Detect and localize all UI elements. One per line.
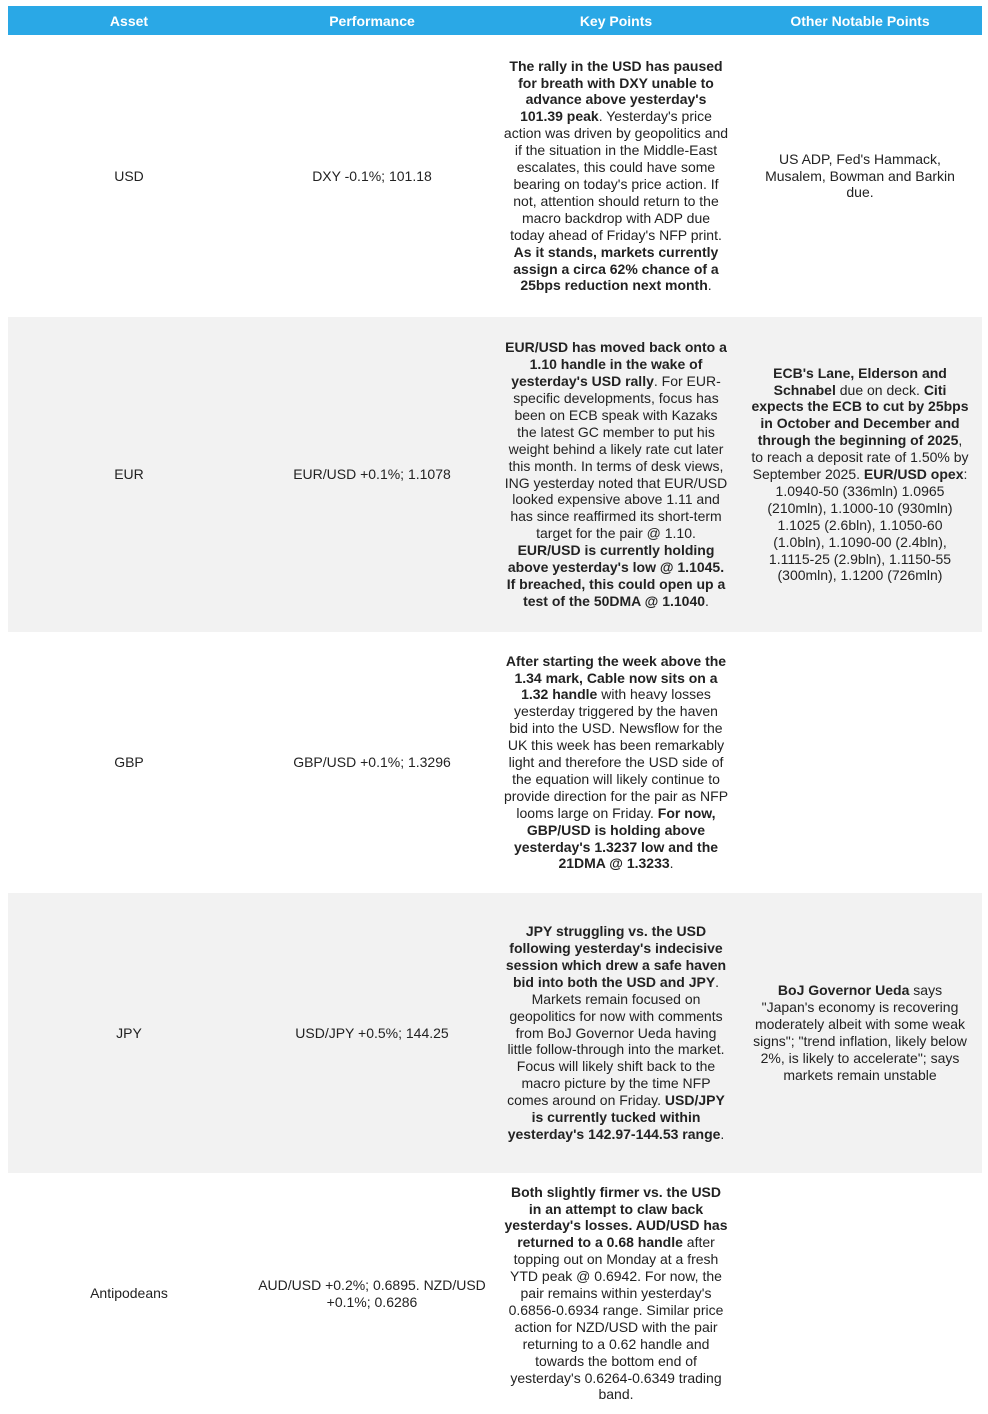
key-points-cell bbox=[494, 893, 738, 1173]
key-points-text: . Yesterday's price action was driven by geopolitics and if the situation in the Middle-East escalates, this could have some bearing on today's price action. If not, attention should return to the macro backdrop with ADP due today ahead of Friday's NFP print. bbox=[503, 108, 729, 243]
other-notes-cell bbox=[738, 35, 982, 317]
key-points-emphasis: For now, GBP/USD is holding above yesterday's 1.3237 low and the 21DMA @ 1.3233 bbox=[513, 804, 719, 872]
other-notes-text: , to reach a deposit rate of 1.50% by September 2025. bbox=[751, 432, 969, 483]
performance-cell: USD/JPY +0.5%; 144.25 bbox=[250, 893, 494, 1173]
other-notes-cell bbox=[738, 632, 982, 893]
key-points-text: . bbox=[705, 592, 709, 609]
key-points-emphasis: USD/JPY is currently tucked within yesterday's 142.97-144.53 range bbox=[507, 1092, 725, 1142]
other-notes-cell bbox=[738, 317, 982, 632]
other-notes-cell bbox=[738, 893, 982, 1173]
other-notes-text: US ADP, Fed's Hammack, Musalem, Bowman and Barkin due. bbox=[765, 150, 955, 201]
other-notes-emphasis: EUR/USD opex bbox=[863, 466, 964, 483]
asset-cell: GBP bbox=[8, 632, 250, 893]
key-points-emphasis: The rally in the USD has paused for breath with DXY unable to advance above yesterday's 101.39 peak bbox=[509, 57, 723, 125]
other-notes-emphasis: Citi expects the ECB to cut by 25bps in October and December and through the beginning of 2025 bbox=[751, 381, 969, 449]
header-other-notable-points: Other Notable Points bbox=[738, 6, 982, 35]
header-asset: Asset bbox=[8, 6, 250, 35]
key-points-emphasis: EUR/USD is currently holding above yesterday's low @ 1.1045. If breached, this could open up a test of the 50DMA @ 1.1040 bbox=[506, 542, 726, 609]
key-points-text: . Markets remain focused on geopolitics for now with comments from BoJ Governor Ueda having little follow-through into the market. Focus will likely shift back to the macro picture by the time NFP comes around on Friday. bbox=[507, 973, 725, 1109]
table-row-gbp bbox=[8, 632, 982, 893]
key-points-text: with heavy losses yesterday triggered by the haven bid into the USD. Newsflow for the UK this week has been remarkably light and therefore the USD side of the equation will likely continue to provide direction for the pair as NFP looms large on Friday. bbox=[503, 686, 729, 821]
other-notes-cell bbox=[738, 1173, 982, 1414]
performance-cell: AUD/USD +0.2%; 0.6895. NZD/USD +0.1%; 0.6286 bbox=[250, 1173, 494, 1414]
table-row-antipodeans bbox=[8, 1173, 982, 1414]
key-points-emphasis: Both slightly firmer vs. the USD in an attempt to claw back yesterday's losses. AUD/USD has returned to a 0.68 handle bbox=[504, 1183, 728, 1251]
key-points-text: . bbox=[707, 277, 712, 294]
key-points-text: . bbox=[669, 855, 674, 872]
performance-cell: GBP/USD +0.1%; 1.3296 bbox=[250, 632, 494, 893]
key-points-cell bbox=[494, 632, 738, 893]
key-points-cell bbox=[494, 1173, 738, 1414]
other-notes-emphasis: ECB's Lane, Elderson and Schnabel bbox=[773, 364, 947, 398]
asset-cell: EUR bbox=[8, 317, 250, 632]
key-points-text: . bbox=[720, 1125, 725, 1142]
asset-cell: JPY bbox=[8, 893, 250, 1173]
other-notes-text: due on deck. bbox=[835, 381, 924, 398]
key-points-text: . For EUR-specific developments, focus has been on ECB speak with Kazaks the latest GC member to put his weight behind a likely rate cut later this month. In terms of desk views, ING yesterday noted that EUR/USD looked expensive above 1.11 and has since reaffirmed its short-term target for the pair @ 1.10. bbox=[504, 373, 728, 542]
key-points-emphasis: JPY struggling vs. the USD following yesterday's indecisive session which drew a safe haven bid into both the USD and JPY bbox=[505, 923, 727, 990]
header-key-points: Key Points bbox=[494, 6, 738, 35]
key-points-text: after topping out on Monday at a fresh YTD peak @ 0.6942. For now, the pair remains within yesterday's 0.6856-0.6934 range. Similar price action for NZD/USD with the pair returning to a 0.62 handle and towards the bottom end of yesterday's 0.6264-0.6349 trading band. bbox=[508, 1234, 724, 1403]
table-row-usd bbox=[8, 35, 982, 317]
table-row-eur bbox=[8, 317, 982, 632]
other-notes-emphasis: BoJ Governor Ueda bbox=[777, 982, 910, 999]
key-points-emphasis: After starting the week above the 1.34 mark, Cable now sits on a 1.32 handle bbox=[505, 652, 727, 703]
other-notes-text: says "Japan's economy is recovering moderately albeit with some weak signs"; "trend inflation, likely below 2%, is likely to accelerate"; says markets remain unstable bbox=[753, 982, 967, 1083]
table-row-jpy bbox=[8, 893, 982, 1173]
key-points-cell bbox=[494, 317, 738, 632]
performance-cell: DXY -0.1%; 101.18 bbox=[250, 35, 494, 317]
header-performance: Performance bbox=[250, 6, 494, 35]
other-notes-text: : 1.0940-50 (336mln) 1.0965 (210mln), 1.1000-10 (930mln) 1.1025 (2.6bln), 1.1050-60 (1.0bln), 1.1090-00 (2.4bln), 1.1115-25 (2.9bln), 1.1150-55 (300mln), 1.1200 (726mln) bbox=[767, 466, 968, 584]
key-points-emphasis: As it stands, markets currently assign a circa 62% chance of a 25bps reduction next month bbox=[513, 243, 719, 294]
market-summary-table bbox=[8, 6, 982, 1414]
asset-cell: USD bbox=[8, 35, 250, 317]
asset-cell: Antipodeans bbox=[8, 1173, 250, 1414]
key-points-cell bbox=[494, 35, 738, 317]
key-points-emphasis: EUR/USD has moved back onto a 1.10 handle in the wake of yesterday's USD rally bbox=[505, 339, 727, 390]
performance-cell: EUR/USD +0.1%; 1.1078 bbox=[250, 317, 494, 632]
header-row bbox=[8, 6, 982, 35]
